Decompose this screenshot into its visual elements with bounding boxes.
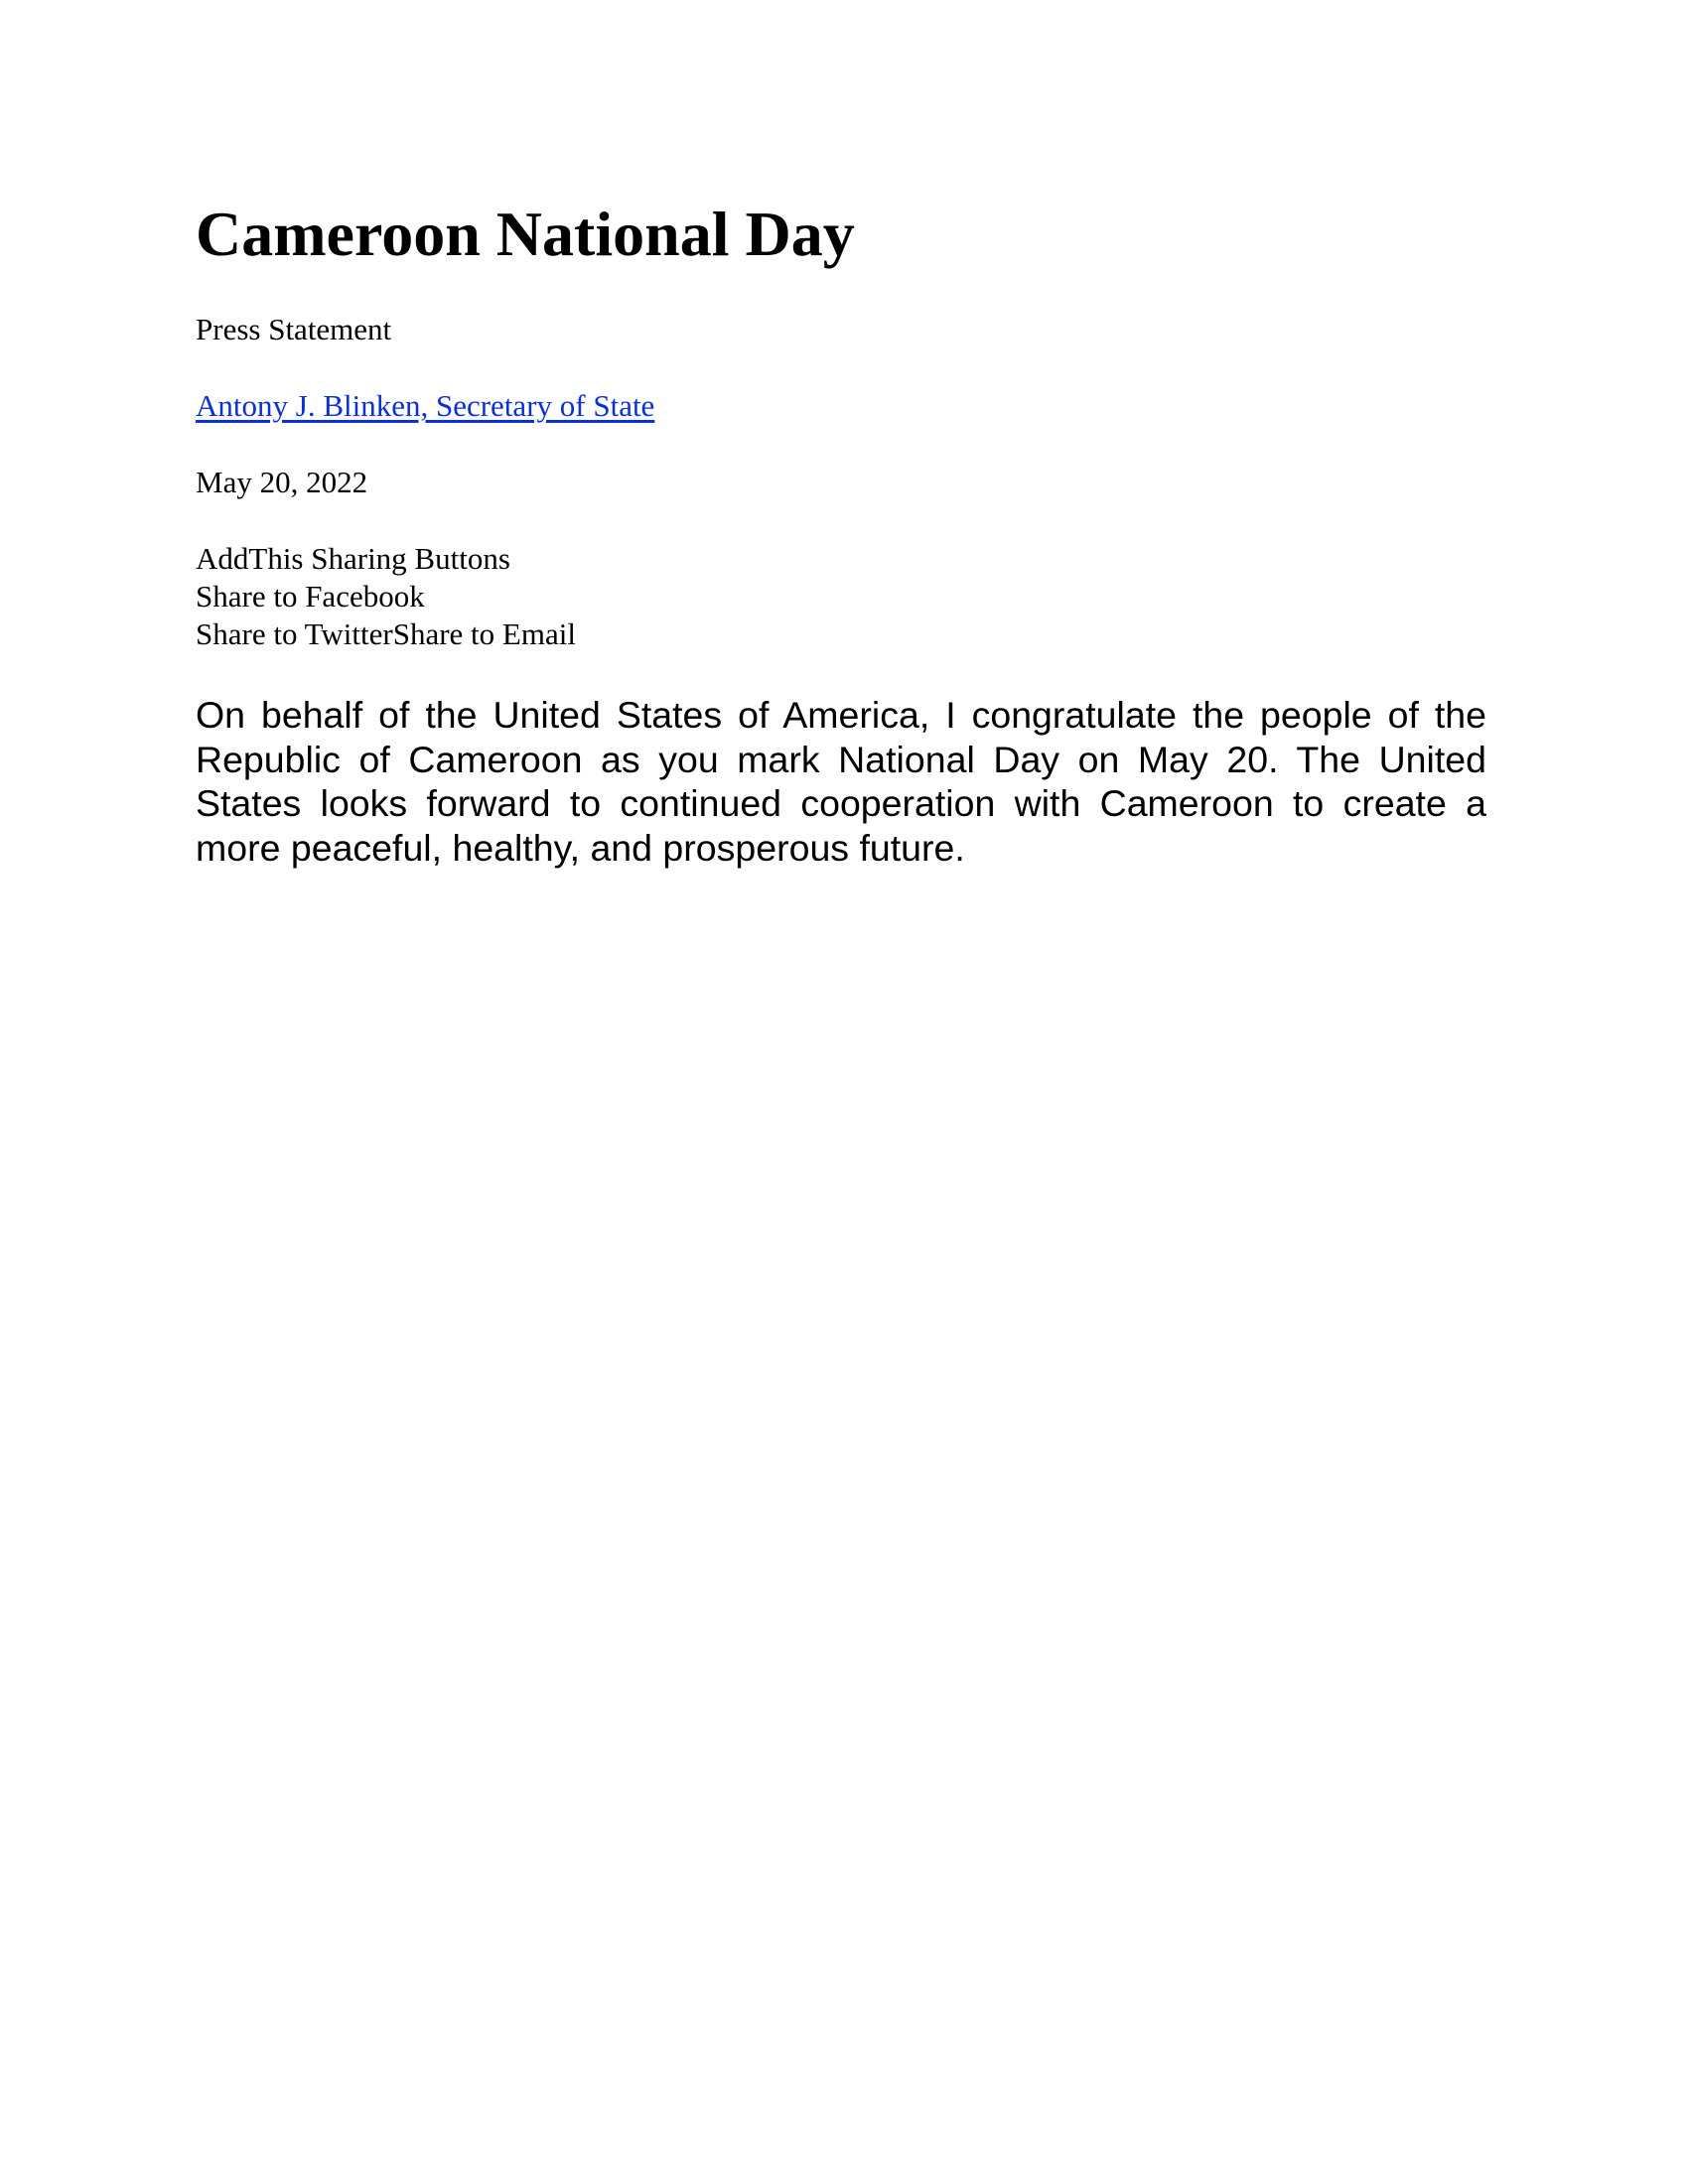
sharing-heading: AddThis Sharing Buttons xyxy=(196,541,510,576)
statement-type: Press Statement xyxy=(196,312,392,346)
share-facebook-link[interactable]: Share to Facebook xyxy=(196,579,425,614)
author-line xyxy=(196,387,654,425)
statement-body: On behalf of the United States of America, I congratulate the people of the Republic of Cameroon as you mark National Day on May 20. The United States looks forward to continued cooperation with Cameroon to create a more peaceful, healthy, and prosperous future. xyxy=(196,694,1486,869)
publish-date: May 20, 2022 xyxy=(196,465,368,499)
share-twitter-email-links[interactable]: Share to TwitterShare to Email xyxy=(196,616,576,651)
sharing-buttons xyxy=(196,540,576,653)
author-link[interactable]: Antony J. Blinken, Secretary of State xyxy=(196,388,655,423)
page-title: Cameroon National Day xyxy=(196,199,855,269)
